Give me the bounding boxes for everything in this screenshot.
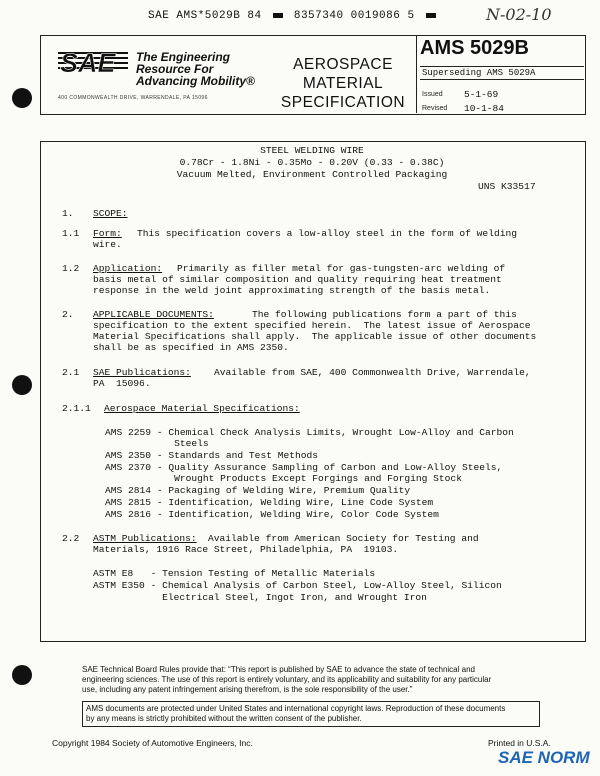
list-item: ASTM E350 - Chemical Analysis of Carbon Steel, Low-Alloy Steel, Silicon <box>93 580 502 591</box>
paragraph-line: basis metal of similar composition and quality requiring heat treatment <box>93 274 502 285</box>
disclaimer-line: SAE Technical Board Rules provide that: “This report is published by SAE to advance the state of technical and <box>82 665 475 674</box>
handwritten-note: N-02-10 <box>486 5 552 24</box>
printed-in: Printed in U.S.A. <box>488 738 551 748</box>
barcode-mark <box>426 13 436 18</box>
section-label: APPLICABLE DOCUMENTS: <box>93 309 214 320</box>
notice-line: by any means is strictly prohibited without the written consent of the publisher. <box>86 714 362 723</box>
disclaimer-line: use, including any patent infringement arising therefrom, is the sole responsibility of the user.” <box>82 685 413 694</box>
copyright-notice <box>82 701 540 727</box>
notice-line: AMS documents are protected under United States and international copyright laws. Reproduction of these documents <box>86 704 506 713</box>
paragraph-line: Material Specifications shall apply. The applicable issue of other documents <box>93 331 537 342</box>
list-item: AMS 2816 - Identification, Welding Wire, Color Code System <box>105 509 439 520</box>
list-item: AMS 2350 - Standards and Test Methods <box>105 450 319 461</box>
list-item: AMS 2259 - Chemical Check Analysis Limits, Wrought Low-Alloy and Carbon <box>105 427 514 438</box>
barcode-mark <box>273 13 283 18</box>
section-label: ASTM Publications: <box>93 533 197 544</box>
uns-number: UNS K33517 <box>478 181 536 192</box>
list-item: AMS 2815 - Identification, Welding Wire, Line Code System <box>105 497 434 508</box>
paragraph-line: PA 15096. <box>93 378 151 389</box>
section-label: SAE Publications: <box>93 367 191 378</box>
doc-type-line: MATERIAL <box>302 75 384 92</box>
paragraph-line: Available from SAE, 400 Commonwealth Drive, Warrendale, <box>214 367 531 378</box>
revised-label: Revised <box>422 105 448 112</box>
section-number: 2. <box>62 309 74 320</box>
section-number: 1.2 <box>62 263 80 274</box>
section-number: 2.2 <box>62 533 80 544</box>
paragraph-line: Primarily as filler metal for gas-tungsten-arc welding of <box>177 263 506 274</box>
section-label: Application: <box>93 263 163 274</box>
punch-hole <box>12 88 32 108</box>
issued-date: 5-1-69 <box>464 89 499 100</box>
issued-label: Issued <box>422 91 443 98</box>
scan-header-text: SAE AMS*5029B 84 <box>148 10 262 22</box>
disclaimer-line: engineering sciences. The use of this report is entirely voluntary, and its applicability and suitability for any particular <box>82 675 492 684</box>
doc-composition: 0.78Cr - 1.8Ni - 0.35Mo - 0.20V (0.33 - 0.38C) <box>179 157 445 168</box>
section-number: 1. <box>62 208 74 219</box>
section-label: Aerospace Material Specifications: <box>104 403 300 414</box>
disclaimer <box>82 665 540 695</box>
paragraph-line: response in the weld joint approximating strength of the basis metal. <box>93 285 491 296</box>
section-number: 2.1 <box>62 367 80 378</box>
paragraph-line: Available from American Society for Testing and <box>208 533 479 544</box>
list-item: AMS 2814 - Packaging of Welding Wire, Premium Quality <box>105 485 411 496</box>
punch-hole <box>12 375 32 395</box>
list-item: Steels <box>105 438 209 449</box>
paragraph-line: specification to the extent specified herein. The latest issue of Aerospace <box>93 320 531 331</box>
copyright-line: Copyright 1984 Society of Automotive Engineers, Inc. <box>52 738 253 748</box>
list-item: ASTM E8 - Tension Testing of Metallic Materials <box>93 568 376 579</box>
ams-number: AMS 5029B <box>420 37 529 59</box>
tagline-line: Advancing Mobility® <box>136 74 255 88</box>
supersedes-note: Superseding AMS 5029A <box>420 66 584 80</box>
org-tagline <box>136 51 255 87</box>
paragraph-line: The following publications form a part of this <box>252 309 517 320</box>
list-item: Electrical Steel, Ingot Iron, and Wrought Iron <box>93 592 427 603</box>
tagline-line: The Engineering <box>136 50 231 64</box>
svg-text:SAE: SAE <box>60 48 116 76</box>
paragraph-line: Materials, 1916 Race Street, Philadelphia, PA 19103. <box>93 544 399 555</box>
section-label: Form: <box>93 228 122 239</box>
tagline-line: Resource For <box>136 62 214 76</box>
list-item: AMS 2370 - Quality Assurance Sampling of Carbon and Low-Alloy Steels, <box>105 462 503 473</box>
list-item: Wrought Products Except Forgings and Forging Stock <box>105 473 462 484</box>
paragraph-line: shall be as specified in AMS 2350. <box>93 342 289 353</box>
sae-norm-logo: SAE NORM <box>498 748 590 767</box>
doc-type-line: AEROSPACE <box>293 56 393 73</box>
doc-title: STEEL WELDING WIRE <box>260 145 364 156</box>
scan-header-code: 8357340 0019086 5 <box>293 10 415 22</box>
scan-header <box>148 10 440 22</box>
paragraph-line: wire. <box>93 239 122 250</box>
org-address: 400 COMMONWEALTH DRIVE, WARRENDALE, PA 15096 <box>58 95 208 101</box>
revised-date: 10-1-84 <box>464 103 504 114</box>
doc-type-line: SPECIFICATION <box>280 94 406 111</box>
section-number: 1.1 <box>62 228 80 239</box>
doc-subtitle: Vacuum Melted, Environment Controlled Packaging <box>176 169 448 180</box>
sae-logo <box>58 48 130 76</box>
doc-type-title <box>276 55 410 112</box>
section-title: SCOPE: <box>93 208 128 219</box>
punch-hole <box>12 665 32 685</box>
paragraph-line: This specification covers a low-alloy steel in the form of welding <box>137 228 517 239</box>
section-number: 2.1.1 <box>62 403 91 414</box>
